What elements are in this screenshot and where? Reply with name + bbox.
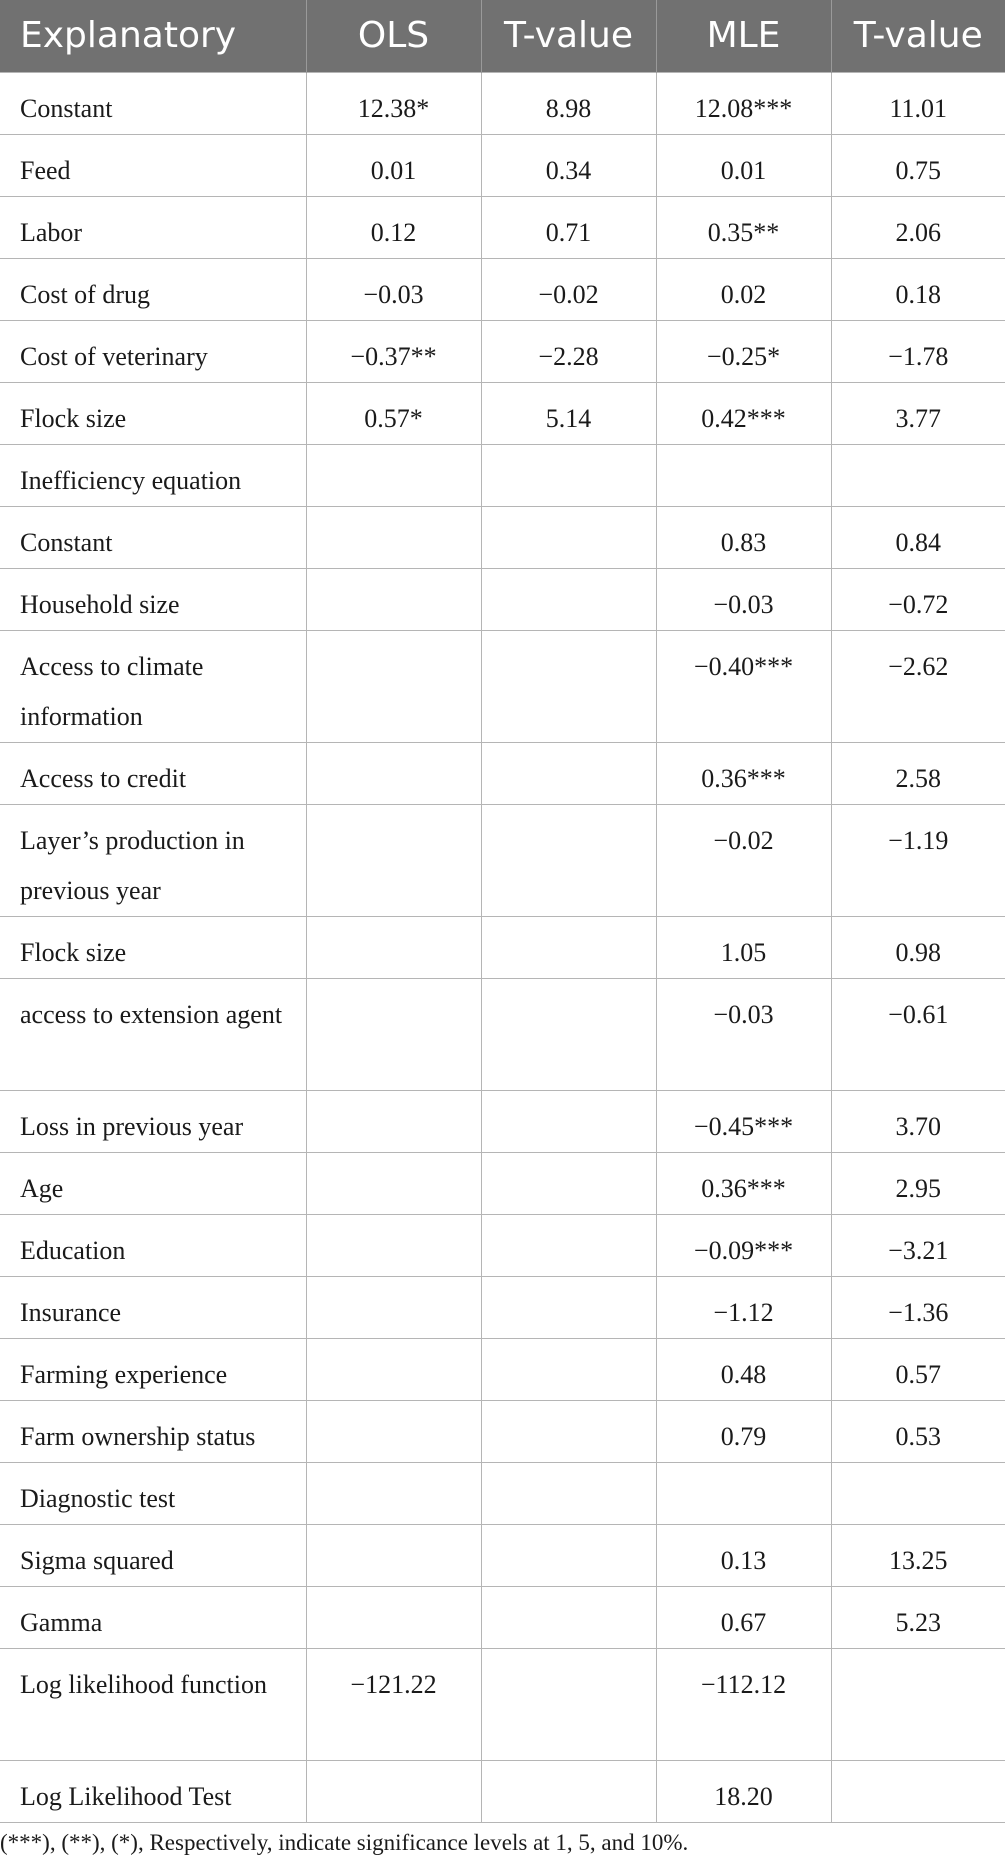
explanatory-cell: Log likelihood function bbox=[0, 1648, 306, 1760]
mle-t-value-cell: −1.36 bbox=[831, 1276, 1005, 1338]
explanatory-cell: Insurance bbox=[0, 1276, 306, 1338]
mle-cell: 18.20 bbox=[656, 1760, 831, 1822]
table-row bbox=[0, 742, 1005, 804]
mle-t-value-cell: 5.23 bbox=[831, 1586, 1005, 1648]
explanatory-cell: Gamma bbox=[0, 1586, 306, 1648]
mle-t-value-cell: 0.84 bbox=[831, 506, 1005, 568]
mle-t-value-cell: −3.21 bbox=[831, 1214, 1005, 1276]
ols-cell bbox=[306, 978, 481, 1090]
header-explanatory: Explanatory bbox=[20, 15, 237, 57]
ols-cell bbox=[306, 742, 481, 804]
table-row bbox=[0, 72, 1005, 134]
ols-t-value-cell bbox=[481, 742, 656, 804]
explanatory-cell: Inefficiency equation bbox=[0, 444, 306, 506]
mle-t-value-cell: −1.19 bbox=[831, 804, 1005, 916]
ols-cell: 0.57* bbox=[306, 382, 481, 444]
table-row bbox=[0, 382, 1005, 444]
ols-cell: 0.12 bbox=[306, 196, 481, 258]
header-row bbox=[0, 0, 1005, 72]
mle-t-value-cell: 3.70 bbox=[831, 1090, 1005, 1152]
ols-cell: 0.01 bbox=[306, 134, 481, 196]
ols-t-value-cell: 8.98 bbox=[481, 72, 656, 134]
mle-cell: −0.03 bbox=[656, 978, 831, 1090]
explanatory-cell: Log Likelihood Test bbox=[0, 1760, 306, 1822]
ols-cell bbox=[306, 506, 481, 568]
explanatory-cell: Flock size bbox=[0, 916, 306, 978]
mle-cell: 0.36*** bbox=[656, 742, 831, 804]
mle-cell: 0.79 bbox=[656, 1400, 831, 1462]
mle-t-value-cell: 0.75 bbox=[831, 134, 1005, 196]
ols-cell bbox=[306, 916, 481, 978]
ols-t-value-cell bbox=[481, 1090, 656, 1152]
table-header bbox=[0, 0, 1005, 72]
mle-t-value-cell: −0.61 bbox=[831, 978, 1005, 1090]
ols-t-value-cell: 0.34 bbox=[481, 134, 656, 196]
mle-cell: 0.35** bbox=[656, 196, 831, 258]
mle-cell: −0.09*** bbox=[656, 1214, 831, 1276]
table-row bbox=[0, 916, 1005, 978]
explanatory-cell: Cost of drug bbox=[0, 258, 306, 320]
mle-cell: −0.25* bbox=[656, 320, 831, 382]
mle-cell: −1.12 bbox=[656, 1276, 831, 1338]
ols-t-value-cell bbox=[481, 1152, 656, 1214]
table-row bbox=[0, 1760, 1005, 1822]
ols-t-value-cell bbox=[481, 804, 656, 916]
explanatory-cell: Education bbox=[0, 1214, 306, 1276]
table-row bbox=[0, 134, 1005, 196]
explanatory-cell: Layer’s production in previous year bbox=[0, 804, 306, 916]
explanatory-cell: Diagnostic test bbox=[0, 1462, 306, 1524]
mle-t-value-cell: 0.18 bbox=[831, 258, 1005, 320]
table-row bbox=[0, 444, 1005, 506]
table-row bbox=[0, 978, 1005, 1090]
ols-cell bbox=[306, 1400, 481, 1462]
ols-t-value-cell: 0.71 bbox=[481, 196, 656, 258]
ols-t-value-cell bbox=[481, 630, 656, 742]
explanatory-cell: Farming experience bbox=[0, 1338, 306, 1400]
header-ols: OLS bbox=[306, 0, 481, 72]
ols-t-value-cell bbox=[481, 444, 656, 506]
table-row bbox=[0, 1524, 1005, 1586]
ols-t-value-cell: 5.14 bbox=[481, 382, 656, 444]
mle-t-value-cell bbox=[831, 1760, 1005, 1822]
mle-cell: −0.40*** bbox=[656, 630, 831, 742]
mle-cell: 0.36*** bbox=[656, 1152, 831, 1214]
ols-cell bbox=[306, 1524, 481, 1586]
mle-t-value-cell: 2.06 bbox=[831, 196, 1005, 258]
ols-t-value-cell bbox=[481, 916, 656, 978]
mle-t-value-cell: 0.53 bbox=[831, 1400, 1005, 1462]
mle-t-value-cell: −0.72 bbox=[831, 568, 1005, 630]
table-row bbox=[0, 1338, 1005, 1400]
ols-t-value-cell: −2.28 bbox=[481, 320, 656, 382]
table-row bbox=[0, 320, 1005, 382]
table-row bbox=[0, 1462, 1005, 1524]
mle-t-value-cell: 3.77 bbox=[831, 382, 1005, 444]
mle-cell: 0.02 bbox=[656, 258, 831, 320]
ols-cell: −0.03 bbox=[306, 258, 481, 320]
table-row bbox=[0, 506, 1005, 568]
header-ols-t-value: T-value bbox=[481, 0, 656, 72]
table-row bbox=[0, 1090, 1005, 1152]
explanatory-cell: Constant bbox=[0, 506, 306, 568]
ols-t-value-cell bbox=[481, 1648, 656, 1760]
explanatory-cell: Loss in previous year bbox=[0, 1090, 306, 1152]
table-row bbox=[0, 1400, 1005, 1462]
table-row bbox=[0, 804, 1005, 916]
mle-t-value-cell: 0.98 bbox=[831, 916, 1005, 978]
table-footnote: (***), (**), (*), Respectively, indicate significance levels at 1, 5, and 10%. bbox=[0, 1830, 689, 1855]
ols-cell bbox=[306, 1586, 481, 1648]
header-mle: MLE bbox=[656, 0, 831, 72]
table-row bbox=[0, 630, 1005, 742]
ols-t-value-cell bbox=[481, 1760, 656, 1822]
ols-cell bbox=[306, 1090, 481, 1152]
explanatory-cell: access to extension agent bbox=[0, 978, 306, 1090]
table-row bbox=[0, 1152, 1005, 1214]
mle-cell: 1.05 bbox=[656, 916, 831, 978]
explanatory-cell: Access to credit bbox=[0, 742, 306, 804]
mle-cell: −112.12 bbox=[656, 1648, 831, 1760]
mle-t-value-cell bbox=[831, 1648, 1005, 1760]
ols-cell bbox=[306, 444, 481, 506]
ols-cell: 12.38* bbox=[306, 72, 481, 134]
mle-cell: −0.45*** bbox=[656, 1090, 831, 1152]
mle-t-value-cell bbox=[831, 444, 1005, 506]
table-row bbox=[0, 258, 1005, 320]
table-row bbox=[0, 568, 1005, 630]
explanatory-cell: Sigma squared bbox=[0, 1524, 306, 1586]
explanatory-cell: Flock size bbox=[0, 382, 306, 444]
ols-cell bbox=[306, 1152, 481, 1214]
mle-cell bbox=[656, 1462, 831, 1524]
ols-cell bbox=[306, 1338, 481, 1400]
ols-t-value-cell bbox=[481, 1400, 656, 1462]
mle-cell: 0.48 bbox=[656, 1338, 831, 1400]
ols-t-value-cell bbox=[481, 1214, 656, 1276]
explanatory-cell: Constant bbox=[0, 72, 306, 134]
table-body bbox=[0, 72, 1005, 1822]
ols-t-value-cell bbox=[481, 506, 656, 568]
mle-cell: −0.03 bbox=[656, 568, 831, 630]
ols-t-value-cell bbox=[481, 1524, 656, 1586]
mle-t-value-cell: 0.57 bbox=[831, 1338, 1005, 1400]
explanatory-cell: Labor bbox=[0, 196, 306, 258]
table-row bbox=[0, 1214, 1005, 1276]
ols-t-value-cell bbox=[481, 1276, 656, 1338]
ols-cell: −121.22 bbox=[306, 1648, 481, 1760]
ols-cell bbox=[306, 804, 481, 916]
ols-t-value-cell bbox=[481, 568, 656, 630]
mle-t-value-cell: 13.25 bbox=[831, 1524, 1005, 1586]
ols-t-value-cell bbox=[481, 978, 656, 1090]
mle-t-value-cell: −1.78 bbox=[831, 320, 1005, 382]
ols-t-value-cell bbox=[481, 1462, 656, 1524]
explanatory-cell: Feed bbox=[0, 134, 306, 196]
ols-cell bbox=[306, 568, 481, 630]
explanatory-cell: Access to climate information bbox=[0, 630, 306, 742]
mle-t-value-cell: −2.62 bbox=[831, 630, 1005, 742]
mle-cell: 12.08*** bbox=[656, 72, 831, 134]
ols-cell bbox=[306, 1276, 481, 1338]
ols-t-value-cell bbox=[481, 1586, 656, 1648]
mle-t-value-cell: 11.01 bbox=[831, 72, 1005, 134]
table-row bbox=[0, 1586, 1005, 1648]
mle-cell: 0.83 bbox=[656, 506, 831, 568]
explanatory-cell: Cost of veterinary bbox=[0, 320, 306, 382]
mle-cell: 0.13 bbox=[656, 1524, 831, 1586]
mle-t-value-cell bbox=[831, 1462, 1005, 1524]
mle-t-value-cell: 2.58 bbox=[831, 742, 1005, 804]
table-row bbox=[0, 1276, 1005, 1338]
mle-cell: 0.01 bbox=[656, 134, 831, 196]
table-row bbox=[0, 1648, 1005, 1760]
ols-cell bbox=[306, 1214, 481, 1276]
ols-cell: −0.37** bbox=[306, 320, 481, 382]
header-mle-t-value: T-value bbox=[831, 0, 1005, 72]
mle-t-value-cell: 2.95 bbox=[831, 1152, 1005, 1214]
ols-cell bbox=[306, 1462, 481, 1524]
mle-cell: −0.02 bbox=[656, 804, 831, 916]
explanatory-cell: Household size bbox=[0, 568, 306, 630]
mle-cell bbox=[656, 444, 831, 506]
explanatory-cell: Farm ownership status bbox=[0, 1400, 306, 1462]
ols-t-value-cell: −0.02 bbox=[481, 258, 656, 320]
mle-cell: 0.42*** bbox=[656, 382, 831, 444]
table-row bbox=[0, 196, 1005, 258]
explanatory-cell: Age bbox=[0, 1152, 306, 1214]
mle-cell: 0.67 bbox=[656, 1586, 831, 1648]
ols-t-value-cell bbox=[481, 1338, 656, 1400]
ols-cell bbox=[306, 630, 481, 742]
ols-cell bbox=[306, 1760, 481, 1822]
